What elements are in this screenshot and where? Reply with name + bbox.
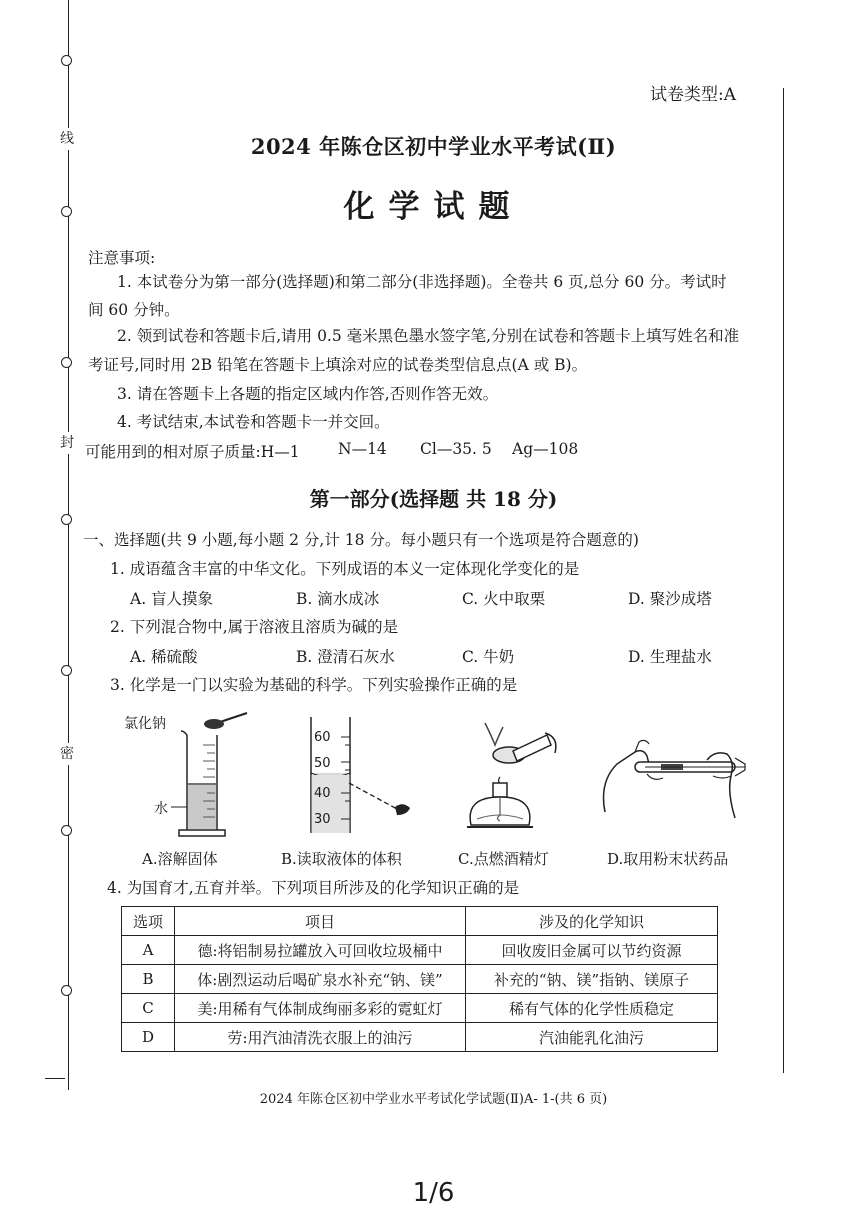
- table-cell-option: C: [122, 994, 175, 1023]
- right-margin-rule: [783, 88, 784, 1073]
- section-one-intro: 一、选择题(共 9 小题,每小题 2 分,计 18 分。每小题只有一个选项是符合题意的): [83, 531, 639, 549]
- table-cell-knowledge: 补充的“钠、镁”指钠、镁原子: [466, 965, 718, 994]
- paper-type: 试卷类型:A: [650, 85, 737, 105]
- table-header-cell: 涉及的化学知识: [466, 907, 718, 936]
- q2-option-c: C. 牛奶: [462, 648, 515, 666]
- q2-option-a: A. 稀硫酸: [130, 648, 198, 666]
- binding-line: [68, 0, 69, 1090]
- table-cell-option: A: [122, 936, 175, 965]
- notice-line-1b: 间 60 分钟。: [88, 301, 180, 319]
- q1-option-b: B. 滴水成冰: [296, 590, 380, 608]
- table-row: [122, 965, 718, 994]
- table-cell-option: B: [122, 965, 175, 994]
- table-header-cell: 项目: [175, 907, 466, 936]
- atomic-mass-ag: Ag—108: [512, 440, 579, 458]
- page-footer: 2024 年陈仓区初中学业水平考试化学试题(Ⅱ)A- 1-(共 6 页): [259, 1092, 608, 1107]
- table-row: [122, 1023, 718, 1052]
- binding-bottom-rule: [45, 1078, 65, 1079]
- q1-stem: 1. 成语蕴含丰富的中华文化。下列成语的本义一定体现化学变化的是: [110, 560, 580, 578]
- atomic-mass-n: N—14: [338, 440, 387, 458]
- q2-stem: 2. 下列混合物中,属于溶液且溶质为碱的是: [110, 618, 399, 636]
- fig-b-tick-40: 40: [314, 786, 331, 801]
- binding-hole: [61, 985, 72, 996]
- table-row: [122, 936, 718, 965]
- table-header-row: [122, 907, 718, 936]
- q2-option-b: B. 澄清石灰水: [296, 648, 395, 666]
- table-cell-item: 德:将铝制易拉罐放入可回收垃圾桶中: [175, 936, 466, 965]
- notice-heading: 注意事项:: [88, 249, 156, 267]
- q4-stem: 4. 为国育才,五育并举。下列项目所涉及的化学知识正确的是: [107, 879, 520, 897]
- fig-d-caption: D.取用粉末状药品: [607, 850, 729, 868]
- atomic-mass-cl: Cl—35. 5: [420, 440, 492, 458]
- exam-title: 2024 年陈仓区初中学业水平考试(Ⅱ): [250, 134, 617, 159]
- binding-hole: [61, 665, 72, 676]
- binding-hole: [61, 357, 72, 368]
- q1-option-a: A. 盲人摸象: [130, 590, 214, 608]
- subject-title: 化学试题: [343, 189, 524, 225]
- fig-a-label-nacl: 氯化钠: [124, 716, 166, 732]
- q4-table: [121, 906, 718, 1052]
- fig-b-tick-60: 60: [314, 730, 331, 745]
- binding-char-xian: 线: [56, 128, 78, 150]
- part-one-title: 第一部分(选择题 共 18 分): [309, 487, 558, 511]
- table-cell-knowledge: 回收废旧金属可以节约资源: [466, 936, 718, 965]
- notice-line-1: 1. 本试卷分为第一部分(选择题)和第二部分(非选择题)。全卷共 6 页,总分 60 分。考试时: [117, 273, 727, 291]
- table-header-cell: 选项: [122, 907, 175, 936]
- binding-char-mi: 密: [56, 743, 78, 765]
- table-cell-knowledge: 稀有气体的化学性质稳定: [466, 994, 718, 1023]
- notice-line-3: 3. 请在答题卡上各题的指定区域内作答,否则作答无效。: [117, 385, 499, 403]
- notice-line-2b: 考证号,同时用 2B 铅笔在答题卡上填涂对应的试卷类型信息点(A 或 B)。: [88, 356, 588, 374]
- table-cell-item: 美:用稀有气体制成绚丽多彩的霓虹灯: [175, 994, 466, 1023]
- table-cell-knowledge: 汽油能乳化油污: [466, 1023, 718, 1052]
- table-cell-item: 劳:用汽油清洗衣服上的油污: [175, 1023, 466, 1052]
- table-cell-item: 体:剧烈运动后喝矿泉水补充“钠、镁”: [175, 965, 466, 994]
- fig-b-caption: B.读取液体的体积: [281, 850, 402, 868]
- fig-c-caption: C.点燃酒精灯: [458, 850, 549, 868]
- binding-hole: [61, 825, 72, 836]
- q3-stem: 3. 化学是一门以实验为基础的科学。下列实验操作正确的是: [110, 676, 518, 694]
- binding-hole: [61, 514, 72, 525]
- fig-a-caption: A.溶解固体: [142, 850, 218, 868]
- q1-option-c: C. 火中取栗: [462, 590, 546, 608]
- binding-char-feng: 封: [56, 432, 78, 454]
- binding-hole: [61, 55, 72, 66]
- fig-d-test-tube-drawing: [595, 722, 755, 832]
- q1-option-d: D. 聚沙成塔: [628, 590, 712, 608]
- fig-a-cylinder-drawing: [165, 705, 255, 845]
- atomic-mass-label: 可能用到的相对原子质量:H—1: [85, 443, 300, 461]
- fig-c-alcohol-lamp-drawing: [455, 715, 570, 840]
- fig-b-tick-30: 30: [314, 812, 331, 827]
- table-row: [122, 994, 718, 1023]
- page-indicator: 1/6: [412, 1178, 455, 1208]
- notice-line-4: 4. 考试结束,本试卷和答题卡一并交回。: [117, 413, 390, 431]
- notice-line-2: 2. 领到试卷和答题卡后,请用 0.5 毫米黑色墨水签字笔,分别在试卷和答题卡上填写姓名和准: [117, 327, 740, 345]
- q2-option-d: D. 生理盐水: [628, 648, 712, 666]
- fig-b-tick-50: 50: [314, 756, 331, 771]
- table-cell-option: D: [122, 1023, 175, 1052]
- fig-a-label-water: 水: [154, 801, 168, 817]
